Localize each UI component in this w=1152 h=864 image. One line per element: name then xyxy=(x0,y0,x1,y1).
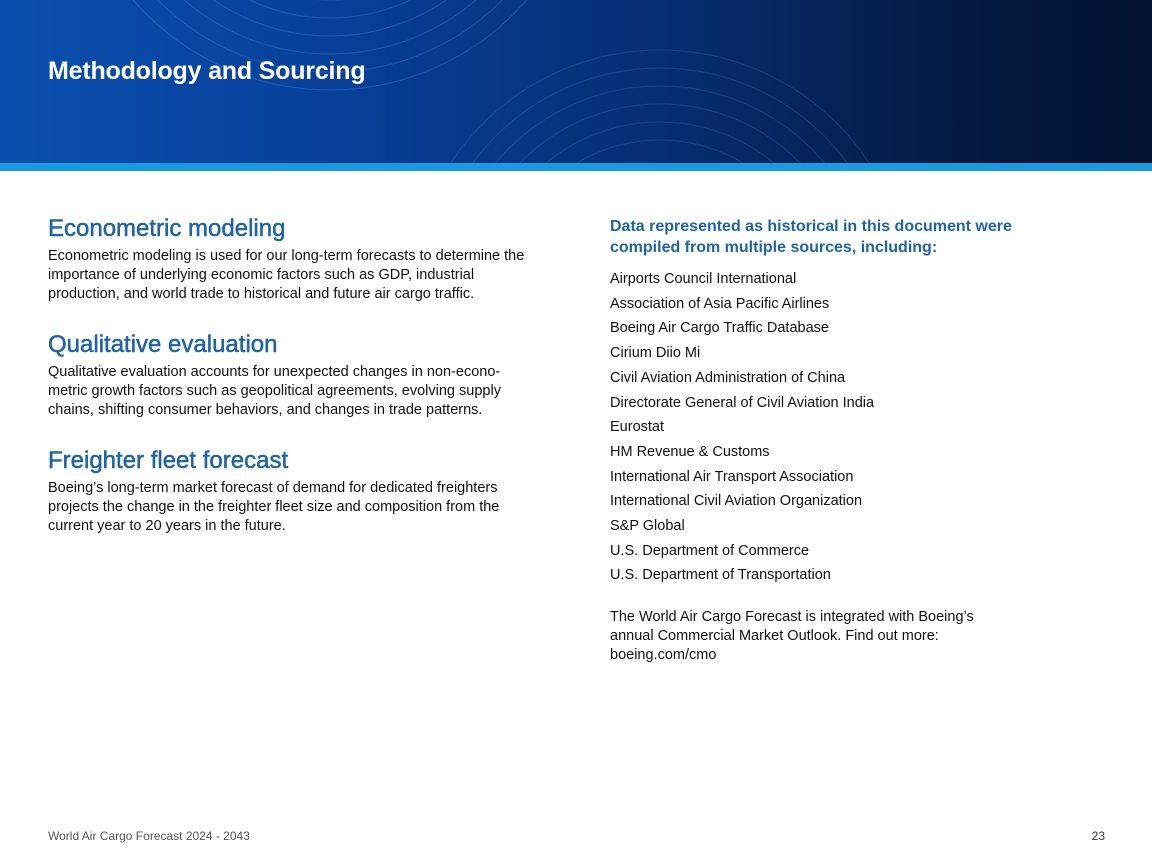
source-item: HM Revenue & Customs xyxy=(610,443,770,460)
source-item: U.S. Department of Commerce xyxy=(610,542,810,559)
page-header xyxy=(0,0,1152,163)
page-title: Methodology and Sourcing xyxy=(48,57,366,85)
source-item: International Civil Aviation Organization xyxy=(610,493,863,510)
source-item: International Air Transport Association xyxy=(610,468,854,485)
sources-column xyxy=(610,216,1030,665)
header-accent-bar xyxy=(0,163,1152,171)
footer-document-title: World Air Cargo Forecast 2024 - 2043 xyxy=(48,829,250,843)
section-heading: Econometric modeling xyxy=(48,215,286,242)
section-body: Econometric modeling is used for our long-term forecasts to determine the importance of underlying economic factors such as GDP, industrial production, and world trade to historical and future air cargo traffic. xyxy=(48,248,525,302)
sources-intro: Data represented as historical in this document were compiled from multiple sources, including: xyxy=(610,218,1012,256)
section-body: Qualitative evaluation accounts for unexpected changes in non-econo-metric growth factors such as geopolitical agreements, evolving supply chains, shifting consumer behaviors, and changes in trade patterns. xyxy=(48,364,501,418)
section-heading: Freighter fleet forecast xyxy=(48,447,289,474)
source-item: Cirium Diio Mi xyxy=(610,345,701,362)
source-item: U.S. Department of Transportation xyxy=(610,567,831,584)
page-number: 23 xyxy=(1091,829,1105,843)
section-body: Boeing’s long-term market forecast of demand for dedicated freighters projects the change in the freighter fleet size and composition from the current year to 20 years in the future. xyxy=(48,480,500,534)
source-item: Civil Aviation Administration of China xyxy=(610,369,846,386)
section-econometric-modeling xyxy=(48,214,528,304)
source-item: Airports Council International xyxy=(610,271,797,287)
section-qualitative-evaluation xyxy=(48,330,528,420)
methodology-column xyxy=(48,214,528,536)
section-freighter-fleet-forecast xyxy=(48,446,528,536)
source-item: Boeing Air Cargo Traffic Database xyxy=(610,320,829,337)
source-item: Association of Asia Pacific Airlines xyxy=(610,295,830,312)
source-item: S&P Global xyxy=(610,518,685,535)
source-item: Directorate General of Civil Aviation India xyxy=(610,394,875,411)
sources-list xyxy=(610,267,1030,588)
section-heading: Qualitative evaluation xyxy=(48,331,278,358)
cmo-note: The World Air Cargo Forecast is integrated with Boeing’s annual Commercial Market Outlook. Find out more: boeing.com/cmo xyxy=(610,609,974,664)
source-item: Eurostat xyxy=(610,419,664,436)
